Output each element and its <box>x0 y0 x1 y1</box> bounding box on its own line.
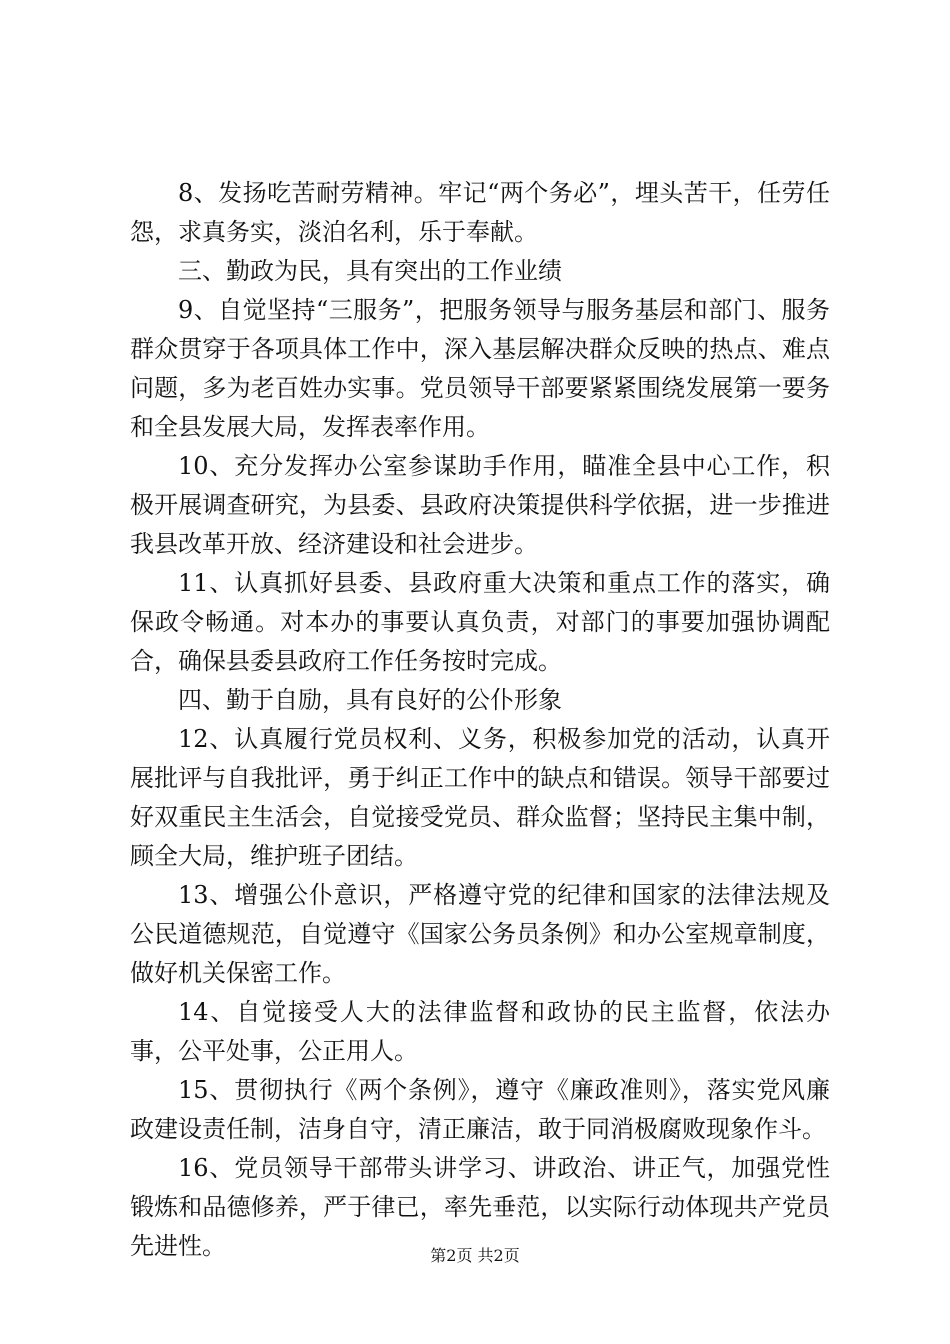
paragraph-item-9: 9、自觉坚持“三服务”，把服务领导与服务基层和部门、服务群众贯穿于各项具体工作中，深入基层解决群众反映的热点、难点问题，多为老百姓办实事。党员领导干部要紧紧围绕发展第一要务和全县发展大局，发挥表率作用。 <box>130 296 830 441</box>
paragraph-item-12: 12、认真履行党员权利、义务，积极参加党的活动，认真开展批评与自我批评，勇于纠正工作中的缺点和错误。领导干部要过好双重民主生活会，自觉接受党员、群众监督；坚持民主集中制，顾全大局，维护班子团结。 <box>130 725 830 870</box>
paragraph-item-16: 16、党员领导干部带头讲学习、讲政治、讲正气，加强党性锻炼和品德修养，严于律已，率先垂范，以实际行动体现共产党员先进性。 <box>130 1154 830 1260</box>
section-heading-3: 三、勤政为民，具有突出的工作业绩 <box>178 257 562 285</box>
paragraph-item-15: 15、贯彻执行《两个条例》，遵守《廉政准则》，落实党风廉政建设责任制，洁身自守，清正廉洁，敢于同消极腐败现象作斗。 <box>130 1076 830 1143</box>
paragraph-item-10: 10、充分发挥办公室参谋助手作用，瞄准全县中心工作，积极开展调查研究，为县委、县政府决策提供科学依据，进一步推进我县改革开放、经济建设和社会进步。 <box>130 452 830 558</box>
paragraph-item-13: 13、增强公仆意识，严格遵守党的纪律和国家的法律法规及公民道德规范，自觉遵守《国家公务员条例》和办公室规章制度，做好机关保密工作。 <box>130 881 830 987</box>
section-heading-4: 四、勤于自励，具有良好的公仆形象 <box>178 686 562 714</box>
page-footer: 第2页 共2页 <box>430 1246 520 1265</box>
document-body <box>130 174 830 1266</box>
paragraph-item-8: 8、发扬吃苦耐劳精神。牢记“两个务必”，埋头苦干，任劳任怨，求真务实，淡泊名利，乐于奉献。 <box>130 179 830 246</box>
paragraph-item-14: 14、自觉接受人大的法律监督和政协的民主监督，依法办事，公平处事，公正用人。 <box>130 998 830 1065</box>
paragraph-item-11: 11、认真抓好县委、县政府重大决策和重点工作的落实，确保政令畅通。对本办的事要认真负责，对部门的事要加强协调配合，确保县委县政府工作任务按时完成。 <box>130 569 830 675</box>
